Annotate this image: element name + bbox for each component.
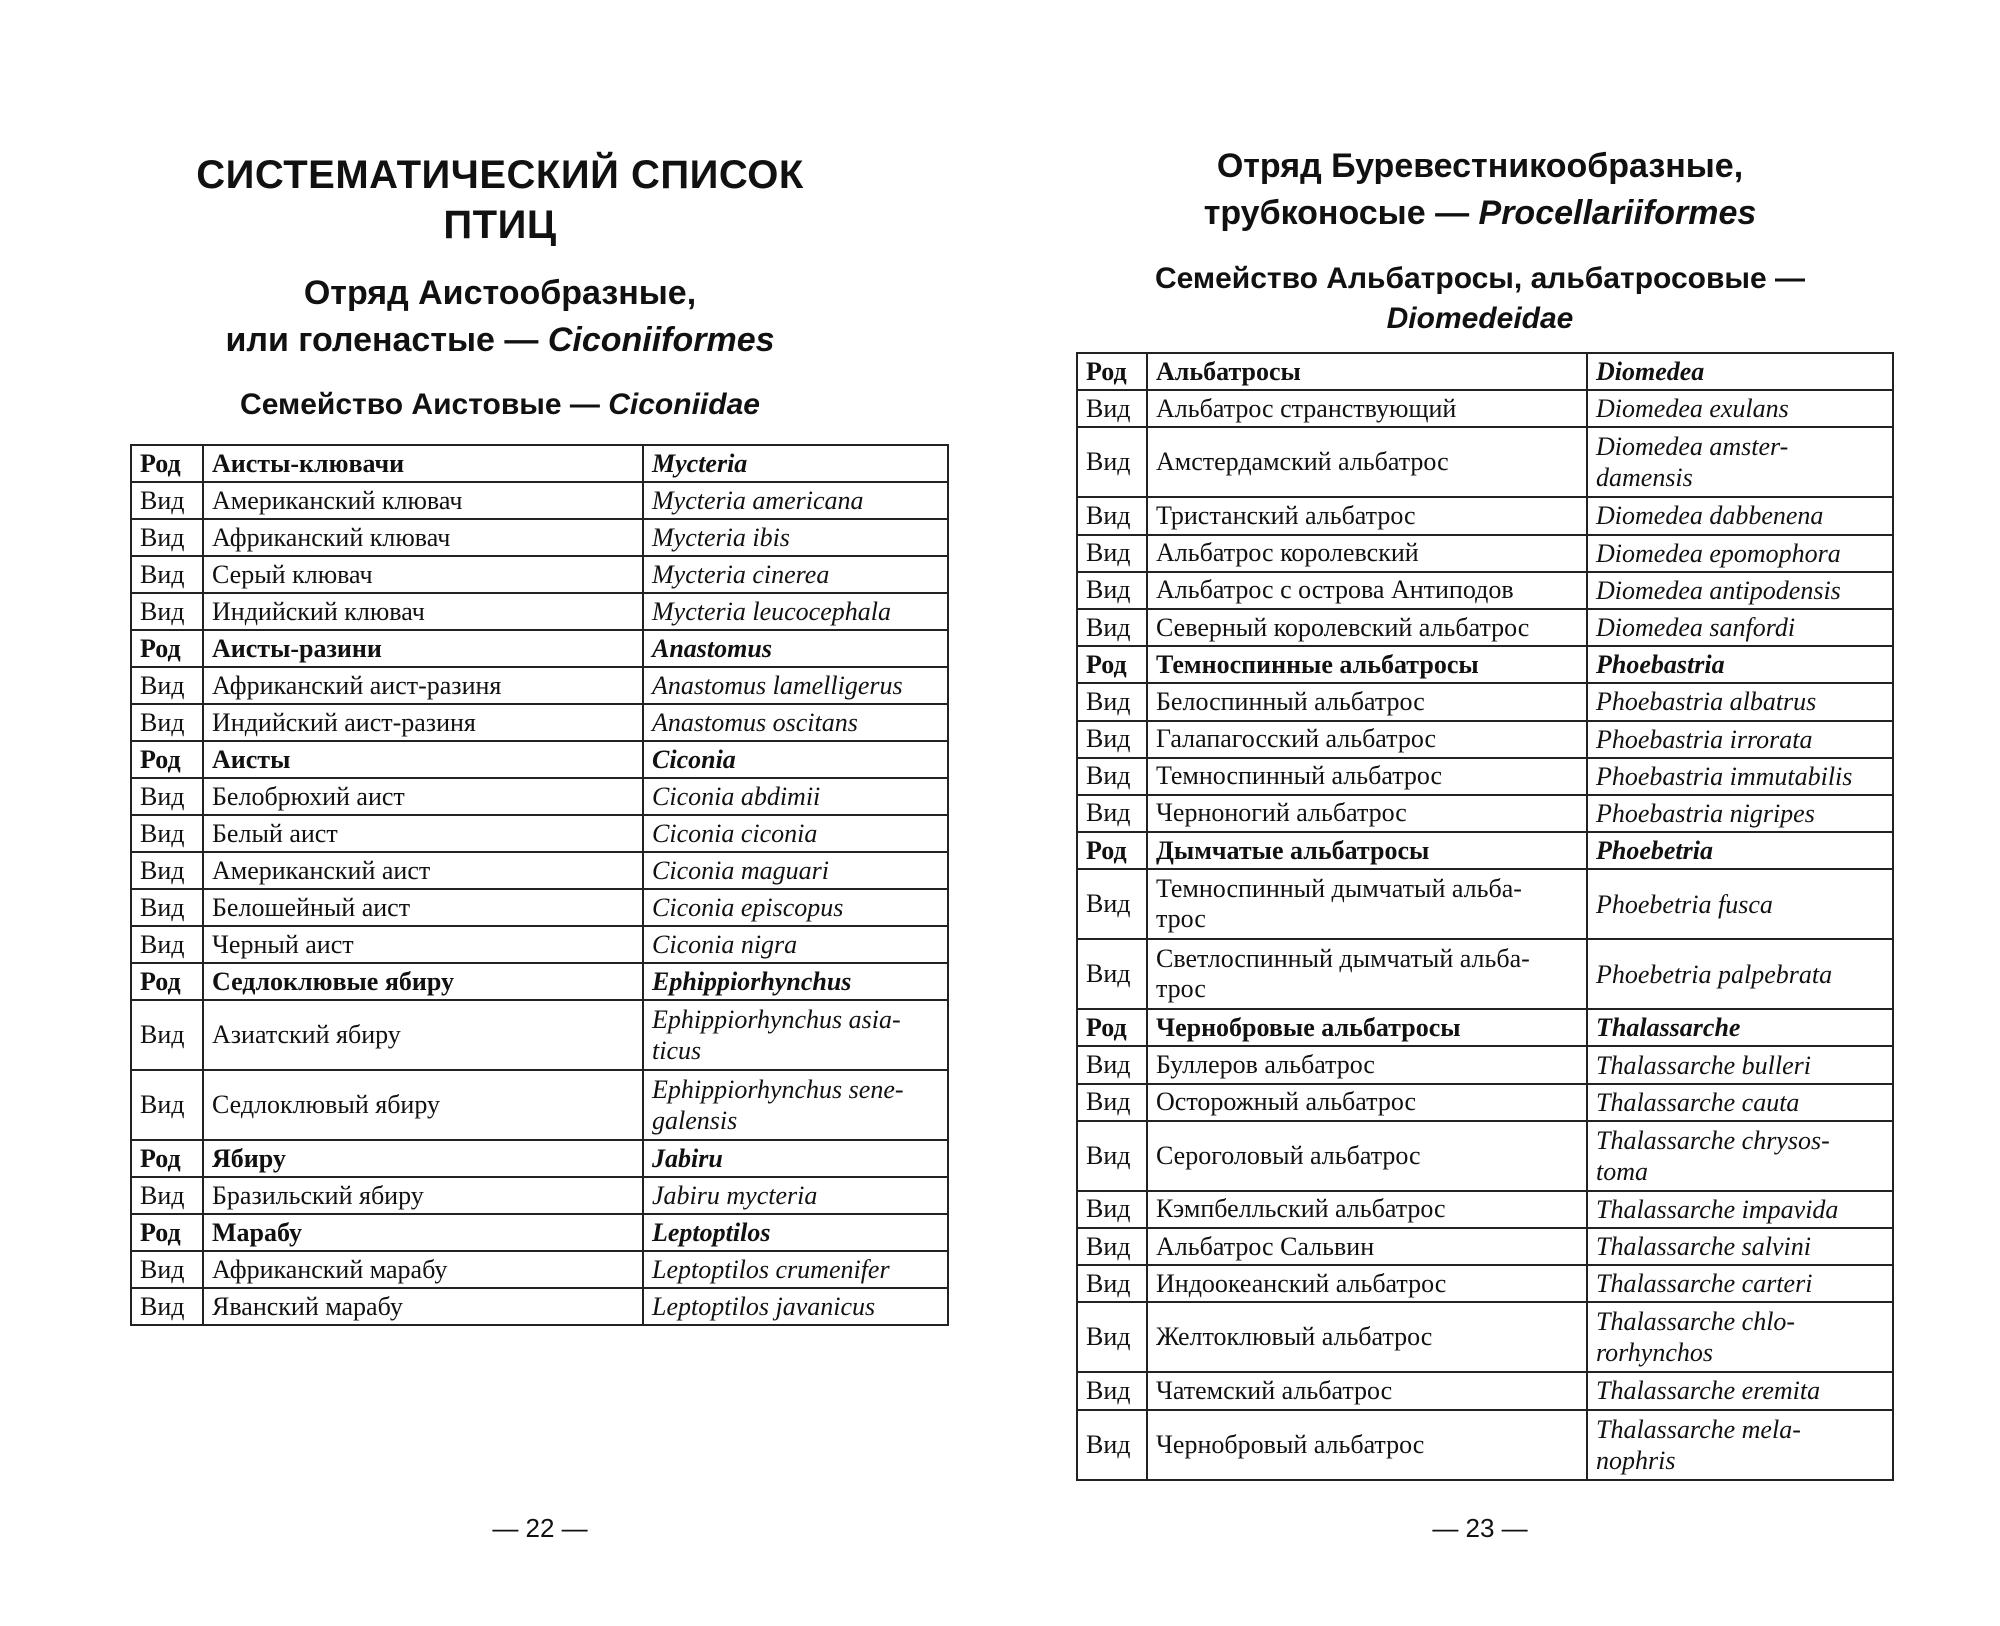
common-name-cell [1147,572,1587,609]
common-name-cell: Африканский аист-разиня [203,667,643,704]
order-heading [980,143,1980,237]
scientific-name-line: Thalassarche carteri [1596,1269,1813,1299]
scientific-name-line: Diomedea antipodensis [1596,575,1841,605]
scientific-name-cell [1587,795,1893,832]
common-name-cell [1147,353,1587,390]
rank-cell: Вид [1077,721,1147,758]
scientific-name-line: ticus [652,1036,702,1065]
rank-cell: Вид [1077,535,1147,572]
family-name-latin: Ciconiidae [608,388,760,421]
scientific-name-line: Thalassarche mela- [1596,1414,1801,1444]
scientific-name-cell [1587,646,1893,683]
common-name-line: Желтоклювый альбатрос [1156,1322,1433,1352]
common-name-cell [1147,1302,1587,1372]
scientific-name-line: Anastomus lamelligerus [652,671,903,700]
scientific-name-cell [643,889,948,926]
scientific-name-line: Ephippiorhynchus asia- [652,1005,901,1034]
common-name-cell [1147,1009,1587,1046]
scientific-name-cell [1587,1302,1893,1372]
species-row [131,1177,948,1214]
scientific-name-line: galensis [652,1106,738,1135]
common-name-line: Черноногий альбатрос [1156,798,1407,828]
scientific-name-line: Phoebetria [1596,836,1713,866]
rank-cell: Вид [131,519,203,556]
scientific-name-cell [643,1000,948,1070]
species-row [131,667,948,704]
genus-row [131,1140,948,1177]
species-row [131,778,948,815]
scientific-name-line: Thalassarche impavida [1596,1194,1839,1224]
scientific-name-cell [1587,497,1893,534]
scientific-name-line: Mycteria ibis [652,523,790,552]
common-name-cell [1147,1121,1587,1191]
common-name-cell: Белобрюхий аист [203,778,643,815]
rank-cell: Род [131,963,203,1000]
scientific-name-cell [1587,1009,1893,1046]
scientific-name-line: Phoebetria palpebrata [1596,959,1833,989]
rank-cell: Вид [1077,497,1147,534]
rank-cell: Вид [1077,1372,1147,1409]
species-row [1077,1228,1893,1265]
common-name-cell [1147,832,1587,869]
rank-cell: Род [131,1140,203,1177]
common-name-cell [1147,1191,1587,1228]
rank-cell: Вид [131,1070,203,1140]
scientific-name-cell [643,778,948,815]
rank-cell: Вид [131,1177,203,1214]
genus-row [1077,353,1893,390]
scientific-name-line: Phoebastria [1596,650,1725,680]
scientific-name-cell [643,445,948,482]
common-name-cell: Белый аист [203,815,643,852]
scientific-name-cell [1587,939,1893,1009]
species-row [131,1251,948,1288]
scientific-name-cell [1587,609,1893,646]
common-name-line: Темноспинный альбатрос [1156,761,1443,791]
common-name-cell: Аисты-клювачи [203,445,643,482]
common-name-cell [1147,939,1587,1009]
scientific-name-line: Thalassarche chrysos- [1596,1125,1830,1155]
scientific-name-cell [1587,353,1893,390]
common-name-cell: Седлоклювый ябиру [203,1070,643,1140]
scientific-name-line: Leptoptilos crumenifer [652,1255,890,1284]
common-name-cell [1147,427,1587,497]
rank-cell: Вид [1077,795,1147,832]
scientific-name-line: Leptoptilos javanicus [652,1292,876,1321]
species-row [1077,683,1893,720]
species-row [1077,1191,1893,1228]
common-name-cell: Африканский клювач [203,519,643,556]
common-name-line: Осторожный альбатрос [1156,1087,1417,1117]
common-name-cell: Яванский марабу [203,1288,643,1325]
scientific-name-line: nophris [1596,1445,1676,1475]
scientific-name-line: Thalassarche salvini [1596,1232,1811,1262]
common-name-line: Светлоспинный дымчатый альба- [1156,944,1530,974]
scientific-name-line: Ciconia [652,745,736,774]
species-row [131,593,948,630]
scientific-name-line: toma [1596,1156,1648,1186]
common-name-line: Альбатрос королевский [1156,538,1419,568]
rank-cell: Вид [131,1000,203,1070]
species-row [131,852,948,889]
family-heading [0,385,1000,425]
scientific-name-cell [643,815,948,852]
common-name-cell: Индийский клювач [203,593,643,630]
scientific-name-line: Phoebetria fusca [1596,889,1773,919]
scientific-name-line: Thalassarche bulleri [1596,1050,1811,1080]
common-name-cell [1147,1410,1587,1480]
scientific-name-cell [643,593,948,630]
scientific-name-line: Diomedea dabbenena [1596,501,1824,531]
common-name-cell: Серый клювач [203,556,643,593]
rank-cell: Род [1077,832,1147,869]
common-name-cell: Американский клювач [203,482,643,519]
family-name-ru: Семейство Аистовые — [240,388,609,421]
common-name-cell: Седлоклювые ябиру [203,963,643,1000]
rank-cell: Вид [1077,1084,1147,1121]
common-name-line: Тристанский альбатрос [1156,500,1416,530]
common-name-cell [1147,1372,1587,1409]
scientific-name-line: Thalassarche cauta [1596,1087,1800,1117]
order-heading-line2 [980,190,1980,237]
scientific-name-cell [643,741,948,778]
scientific-name-cell [1587,869,1893,939]
rank-cell: Вид [131,889,203,926]
genus-row [131,1214,948,1251]
common-name-cell [1147,609,1587,646]
rank-cell: Род [1077,646,1147,683]
species-row [1077,1121,1893,1191]
species-row [131,482,948,519]
scientific-name-line: Diomedea [1596,357,1705,387]
order-name-ru: трубконосые — [1203,194,1479,232]
order-name-ru: или голенастые — [225,321,548,359]
common-name-line: Галапагосский альбатрос [1156,724,1437,754]
species-row [131,815,948,852]
rank-cell: Вид [131,482,203,519]
common-name-cell: Марабу [203,1214,643,1251]
scientific-name-cell [1587,683,1893,720]
species-row [1077,1302,1893,1372]
scientific-name-cell [643,1177,948,1214]
rank-cell: Вид [1077,1265,1147,1302]
scientific-name-line: Jabiru mycteria [652,1181,818,1210]
order-name-latin: Ciconiiformes [547,321,775,359]
species-row [1077,572,1893,609]
species-row [131,1288,948,1325]
rank-cell: Вид [131,1251,203,1288]
scientific-name-line: Diomedea epomophora [1596,538,1841,568]
rank-cell: Вид [1077,1046,1147,1083]
scientific-name-cell [643,852,948,889]
rank-cell: Вид [1077,1410,1147,1480]
common-name-cell [1147,795,1587,832]
species-row [131,926,948,963]
common-name-cell: Белошейный аист [203,889,643,926]
common-name-cell [1147,1265,1587,1302]
genus-row [1077,832,1893,869]
rank-cell: Вид [1077,1302,1147,1372]
rank-cell: Вид [1077,572,1147,609]
order-heading-line1: Отряд Аистообразные, [303,274,697,312]
rank-cell: Вид [1077,869,1147,939]
scientific-name-line: Anastomus oscitans [652,708,858,737]
common-name-cell [1147,390,1587,427]
scientific-name-cell [1587,1121,1893,1191]
rank-cell: Вид [131,1288,203,1325]
scientific-name-cell [643,1214,948,1251]
order-heading [0,270,1000,364]
common-name-line: Альбатросы [1156,356,1301,386]
rank-cell: Вид [131,593,203,630]
rank-cell: Вид [1077,609,1147,646]
common-name-line: трос [1156,904,1206,934]
scientific-name-cell [1587,1191,1893,1228]
scientific-name-line: Anastomus [652,634,772,663]
list-title-line2: ПТИЦ [443,203,557,247]
species-row [131,519,948,556]
species-row [131,1070,948,1140]
family-name-latin: Diomedeidae [1386,302,1574,335]
rank-cell: Вид [1077,1121,1147,1191]
scientific-name-line: Jabiru [652,1144,723,1173]
rank-cell: Вид [1077,1228,1147,1265]
list-title [0,150,1000,250]
scientific-name-line: Ciconia episcopus [652,893,844,922]
genus-row [1077,1009,1893,1046]
scientific-name-cell [643,667,948,704]
common-name-line: Северный королевский альбатрос [1156,612,1530,642]
list-title-line1: СИСТЕМАТИЧЕСКИЙ СПИСОК [196,153,804,197]
species-row [1077,939,1893,1009]
rank-cell: Вид [1077,939,1147,1009]
scientific-name-cell [643,1140,948,1177]
scientific-name-cell [1587,1228,1893,1265]
scientific-name-line: Ephippiorhynchus [652,967,852,996]
scientific-name-line: damensis [1596,463,1693,493]
species-row [1077,721,1893,758]
species-row [131,889,948,926]
scientific-name-line: Thalassarche eremita [1596,1376,1821,1406]
scientific-name-cell [1587,1265,1893,1302]
genus-row [131,963,948,1000]
rank-cell: Вид [131,815,203,852]
order-name-latin: Procellariiformes [1478,194,1757,232]
rank-cell: Вид [131,667,203,704]
scientific-name-cell [1587,427,1893,497]
genus-row [1077,646,1893,683]
species-row [1077,1084,1893,1121]
common-name-line: Кэмпбелльский альбатрос [1156,1194,1446,1224]
species-row [1077,497,1893,534]
scientific-name-line: Mycteria americana [652,486,864,515]
scientific-name-line: Ciconia ciconia [652,819,818,848]
scientific-name-line: Ephippiorhynchus sene- [652,1075,904,1104]
common-name-cell [1147,646,1587,683]
common-name-cell: Бразильский ябиру [203,1177,643,1214]
rank-cell: Род [1077,1009,1147,1046]
scientific-name-cell [1587,1046,1893,1083]
common-name-cell [1147,1046,1587,1083]
rank-cell: Род [131,1214,203,1251]
common-name-line: Чатемский альбатрос [1156,1375,1393,1405]
scientific-name-cell [643,704,948,741]
scientific-name-cell [1587,572,1893,609]
common-name-cell: Аисты [203,741,643,778]
common-name-cell: Индийский аист-разиня [203,704,643,741]
rank-cell: Род [131,630,203,667]
rank-cell: Вид [131,556,203,593]
scientific-name-cell [1587,1084,1893,1121]
common-name-cell: Аисты-разини [203,630,643,667]
common-name-line: Чернобровый альбатрос [1156,1429,1425,1459]
family-heading-line1: Семейство Альбатросы, альбатросовые — [1154,262,1806,295]
taxa-table-right [1076,352,1894,1481]
rank-cell: Вид [131,926,203,963]
rank-cell: Род [131,741,203,778]
scientific-name-line: Diomedea sanfordi [1596,613,1796,643]
scientific-name-cell [643,556,948,593]
scientific-name-cell [1587,390,1893,427]
rank-cell: Вид [1077,683,1147,720]
common-name-cell: Черный аист [203,926,643,963]
scientific-name-cell [1587,535,1893,572]
rank-cell: Вид [1077,758,1147,795]
rank-cell: Род [1077,353,1147,390]
species-row [1077,758,1893,795]
species-row [1077,427,1893,497]
scientific-name-cell [1587,832,1893,869]
species-row [1077,1372,1893,1409]
scientific-name-cell [1587,721,1893,758]
scientific-name-cell [1587,1372,1893,1409]
species-row [1077,869,1893,939]
common-name-cell: Ябиру [203,1140,643,1177]
scientific-name-line: Ciconia nigra [652,930,798,959]
scientific-name-line: Ciconia maguari [652,856,829,885]
family-heading [980,259,1980,339]
species-row [1077,795,1893,832]
species-row [1077,1265,1893,1302]
scientific-name-line: Diomedea amster- [1596,432,1789,462]
scientific-name-cell [643,963,948,1000]
scientific-name-cell [643,926,948,963]
rank-cell: Вид [1077,390,1147,427]
taxa-table-left [130,444,949,1326]
common-name-cell [1147,869,1587,939]
scientific-name-line: Leptoptilos [652,1218,771,1247]
common-name-cell [1147,721,1587,758]
scientific-name-line: Ciconia abdimii [652,782,821,811]
species-row [131,1000,948,1070]
species-row [131,704,948,741]
scientific-name-line: Phoebastria nigripes [1596,798,1815,828]
scientific-name-line: Phoebastria irrorata [1596,724,1813,754]
scientific-name-line: Thalassarche [1596,1013,1741,1043]
scientific-name-line: Mycteria [652,449,748,478]
scientific-name-cell [1587,1410,1893,1480]
common-name-cell [1147,535,1587,572]
scientific-name-line: Diomedea exulans [1596,394,1789,424]
common-name-line: Буллеров альбатрос [1156,1050,1375,1080]
common-name-line: Альбатрос Сальвин [1156,1231,1375,1261]
scientific-name-cell [643,519,948,556]
genus-row [131,445,948,482]
scientific-name-line: rorhynchos [1596,1338,1713,1368]
common-name-cell [1147,758,1587,795]
species-row [1077,1046,1893,1083]
scientific-name-cell [643,1070,948,1140]
rank-cell: Род [131,445,203,482]
genus-row [131,630,948,667]
scientific-name-cell [643,482,948,519]
common-name-cell: Азиатский ябиру [203,1000,643,1070]
common-name-line: Сероголовый альбатрос [1156,1140,1421,1170]
rank-cell: Вид [131,704,203,741]
common-name-line: Индоокеанский альбатрос [1156,1268,1447,1298]
order-heading-line2 [0,317,1000,364]
species-row [1077,609,1893,646]
rank-cell: Вид [131,778,203,815]
common-name-line: трос [1156,974,1206,1004]
scientific-name-cell [643,630,948,667]
common-name-line: Чернобровые альбатросы [1156,1012,1461,1042]
scientific-name-line: Thalassarche chlo- [1596,1307,1796,1337]
species-row [1077,390,1893,427]
order-heading-line1: Отряд Буревестникообразные, [1216,147,1744,185]
scientific-name-line: Phoebastria immutabilis [1596,761,1853,791]
scientific-name-cell [643,1251,948,1288]
rank-cell: Вид [1077,427,1147,497]
common-name-cell [1147,1084,1587,1121]
species-row [1077,1410,1893,1480]
common-name-cell [1147,497,1587,534]
species-row [131,556,948,593]
common-name-line: Темноспинный дымчатый альба- [1156,874,1522,904]
page-23 [1000,0,2000,1626]
page-number: — 23 — [1432,1513,1528,1543]
common-name-cell: Американский аист [203,852,643,889]
rank-cell: Вид [131,852,203,889]
common-name-line: Дымчатые альбатросы [1156,835,1430,865]
common-name-cell: Африканский марабу [203,1251,643,1288]
common-name-line: Альбатрос с острова Антиподов [1156,575,1514,605]
scientific-name-cell [643,1288,948,1325]
genus-row [131,741,948,778]
scientific-name-line: Mycteria leucocephala [652,597,891,626]
common-name-cell [1147,683,1587,720]
common-name-line: Темноспинные альбатросы [1156,649,1479,679]
common-name-line: Альбатрос странствующий [1156,393,1457,423]
page-number: — 22 — [492,1513,588,1543]
common-name-line: Белоспинный альбатрос [1156,686,1425,716]
common-name-line: Амстердамский альбатрос [1156,447,1449,477]
scientific-name-cell [1587,758,1893,795]
common-name-cell [1147,1228,1587,1265]
scientific-name-line: Mycteria cinerea [652,560,830,589]
rank-cell: Вид [1077,1191,1147,1228]
species-row [1077,535,1893,572]
scientific-name-line: Phoebastria albatrus [1596,687,1817,717]
